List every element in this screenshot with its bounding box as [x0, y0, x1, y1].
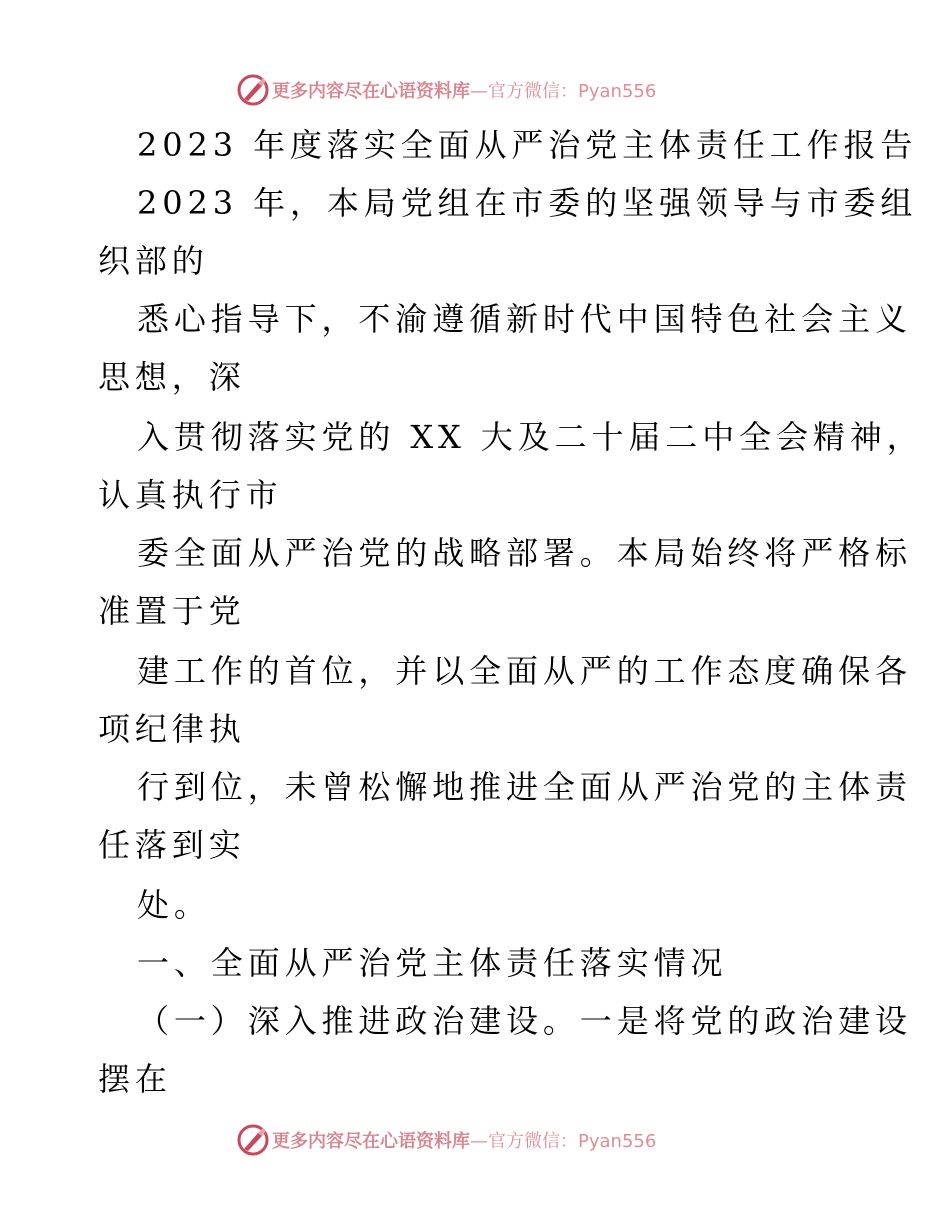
paragraph-line: 认真执行市 [98, 476, 283, 514]
watermark-main-text: 更多内容尽在心语资料库 [272, 1131, 470, 1152]
paragraph-line: 处。 [137, 886, 211, 924]
paragraph-line: 摆在 [98, 1060, 172, 1098]
paragraph-line: 委全面从严治党的战略部署。本局始终将严格标 [137, 534, 912, 572]
watermark-banner-bottom [236, 1122, 656, 1158]
paragraph-line: 思想，深 [98, 358, 246, 396]
watermark-banner-top [236, 72, 656, 108]
paragraph-line: 2023 年，本局党组在市委的坚强领导与市委组 [137, 184, 918, 222]
paragraph-line: 悉心指导下，不渝遵循新时代中国特色社会主义 [137, 300, 912, 338]
paragraph-line: 织部的 [98, 242, 209, 280]
paragraph-line: 任落到实 [98, 826, 246, 864]
watermark-main-text: 更多内容尽在心语资料库 [272, 81, 470, 102]
pen-circle-logo-icon [236, 1123, 270, 1157]
document-title: 2023 年度落实全面从严治党主体责任工作报告 [137, 126, 918, 164]
subsection-line: （一）深入推进政治建设。一是将党的政治建设 [137, 1002, 912, 1040]
paragraph-line: 准置于党 [98, 592, 246, 630]
paragraph-line: 项纪律执 [98, 710, 246, 748]
paragraph-line: 建工作的首位，并以全面从严的工作态度确保各 [137, 652, 912, 690]
section-heading: 一、全面从严治党主体责任落实情况 [137, 944, 728, 982]
paragraph-line: 行到位，未曾松懈地推进全面从严治党的主体责 [137, 768, 912, 806]
pen-circle-logo-icon [236, 73, 270, 107]
watermark-sub-text: —官方微信：Pyan556 [470, 81, 657, 102]
paragraph-line: 入贯彻落实党的 XX 大及二十届二中全会精神， [137, 418, 924, 456]
watermark-sub-text: —官方微信：Pyan556 [470, 1131, 657, 1152]
